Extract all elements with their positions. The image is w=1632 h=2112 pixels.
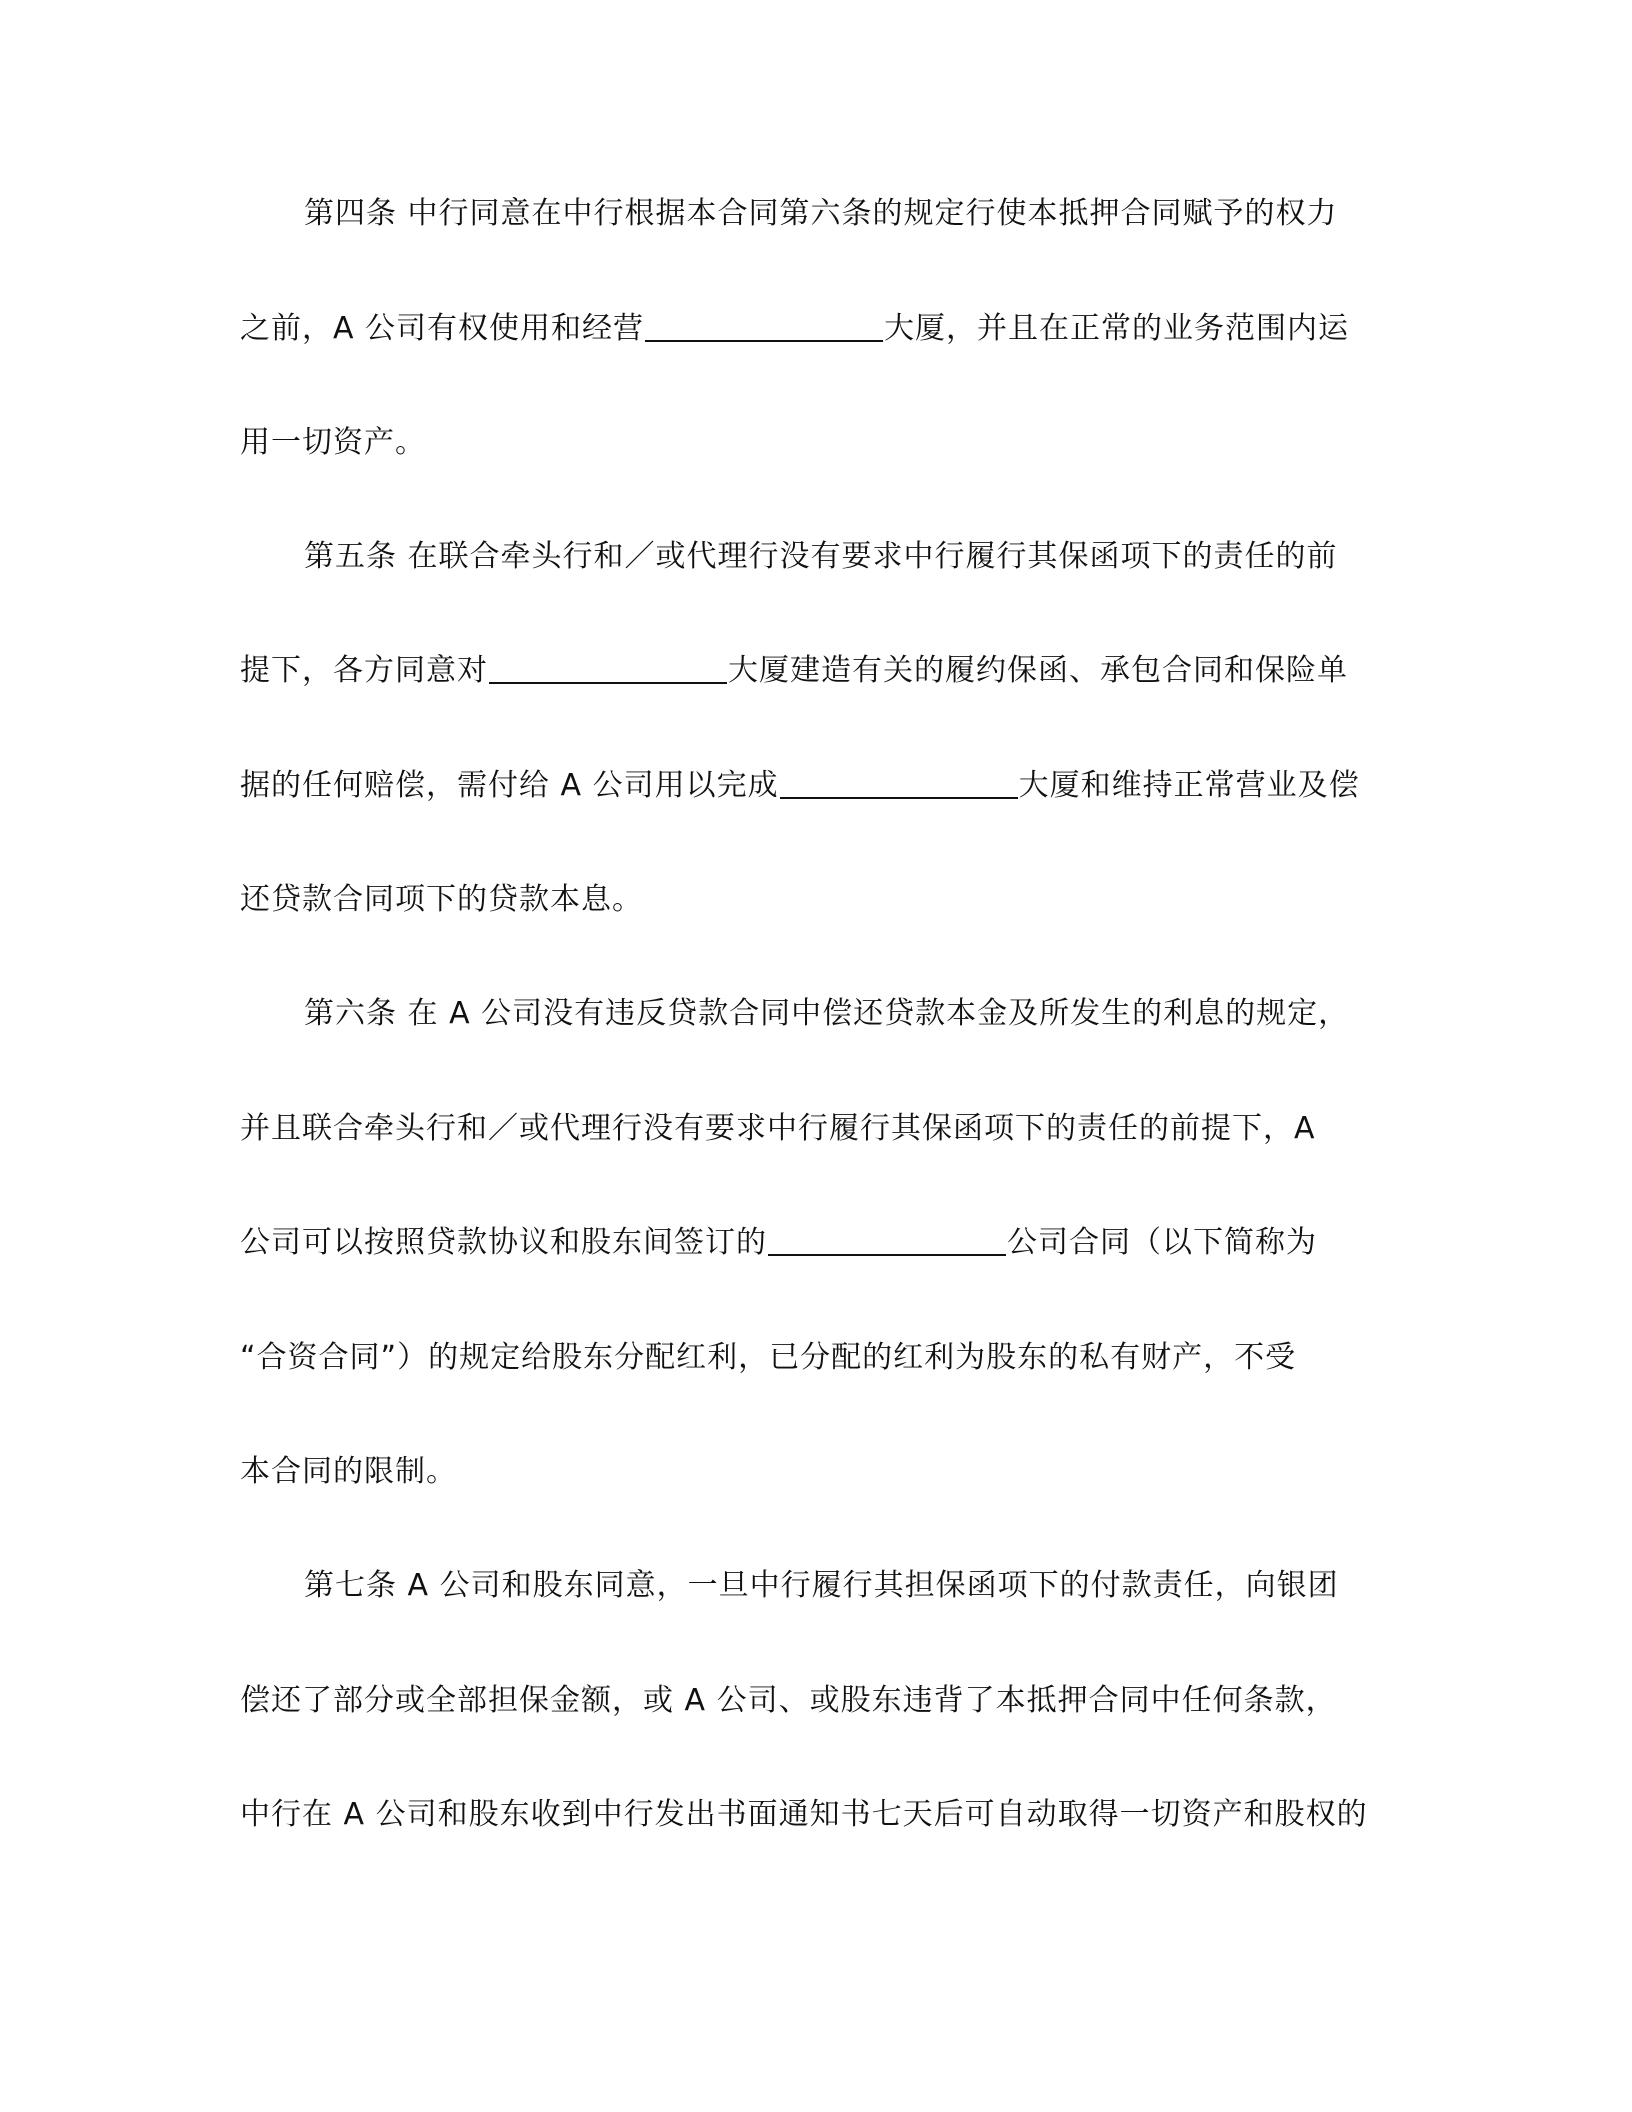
article-6-text-2: 并且联合牵头行和／或代理行没有要求中行履行其保函项下的责任的前提下，A <box>240 1111 1316 1146</box>
article-6-line-5 <box>240 1452 457 1492</box>
article-5-line-3 <box>240 766 1360 806</box>
article-7-line-1 <box>304 1566 1339 1606</box>
article-7-line-3 <box>240 1795 1368 1835</box>
article-5-text-2b: 大厦建造有关的履约保函、承包合同和保险单 <box>728 653 1348 688</box>
article-5-text-4: 还贷款合同项下的贷款本息。 <box>240 882 643 917</box>
article-5-text-3b: 大厦和维持正常营业及偿 <box>1018 768 1360 803</box>
article-4-line-2 <box>240 309 1349 349</box>
building-name-blank[interactable] <box>489 654 727 684</box>
article-6-line-3 <box>240 1223 1317 1263</box>
article-4-text-3: 用一切资产。 <box>240 425 426 460</box>
article-7-text-1: 第七条 A 公司和股东同意，一旦中行履行其担保函项下的付款责任，向银团 <box>304 1568 1339 1603</box>
article-4-line-3 <box>240 423 426 463</box>
article-5-text-1: 第五条 在联合牵头行和／或代理行没有要求中行履行其保函项下的责任的前 <box>304 539 1338 574</box>
article-4-text-1: 第四条 中行同意在中行根据本合同第六条的规定行使本抵押合同赋予的权力 <box>304 196 1338 231</box>
article-5-text-2a: 提下，各方同意对 <box>240 653 488 688</box>
article-7-text-2: 偿还了部分或全部担保金额，或 A 公司、或股东违背了本抵押合同中任何条款， <box>240 1683 1337 1718</box>
article-6-line-1 <box>304 994 1349 1034</box>
article-4-line-1 <box>304 194 1338 234</box>
article-5-text-3a: 据的任何赔偿，需付给 A 公司用以完成 <box>240 768 779 803</box>
article-6-line-2 <box>240 1109 1316 1149</box>
article-5-line-2 <box>240 651 1348 691</box>
article-4-text-2b: 大厦，并且在正常的业务范围内运 <box>884 311 1350 346</box>
article-6-text-1: 第六条 在 A 公司没有违反贷款合同中偿还贷款本金及所发生的利息的规定， <box>304 996 1350 1031</box>
article-6-text-5: 本合同的限制。 <box>240 1454 457 1489</box>
company-name-blank[interactable] <box>768 1226 1006 1256</box>
article-4-text-2a: 之前，A 公司有权使用和经营 <box>240 311 645 346</box>
article-5-line-4 <box>240 880 643 920</box>
building-name-blank[interactable] <box>780 769 1018 799</box>
article-7-text-3: 中行在 A 公司和股东收到中行发出书面通知书七天后可自动取得一切资产和股权的 <box>240 1797 1368 1832</box>
article-6-line-4 <box>240 1338 1296 1378</box>
article-6-text-4: “合资合同”）的规定给股东分配红利，已分配的红利为股东的私有财产，不受 <box>240 1340 1297 1375</box>
article-7-line-2 <box>240 1681 1337 1721</box>
article-5-line-1 <box>304 537 1338 577</box>
article-6-text-3b: 公司合同（以下简称为 <box>1007 1225 1317 1260</box>
building-name-blank[interactable] <box>645 312 883 342</box>
article-6-text-3a: 公司可以按照贷款协议和股东间签订的 <box>240 1225 767 1260</box>
